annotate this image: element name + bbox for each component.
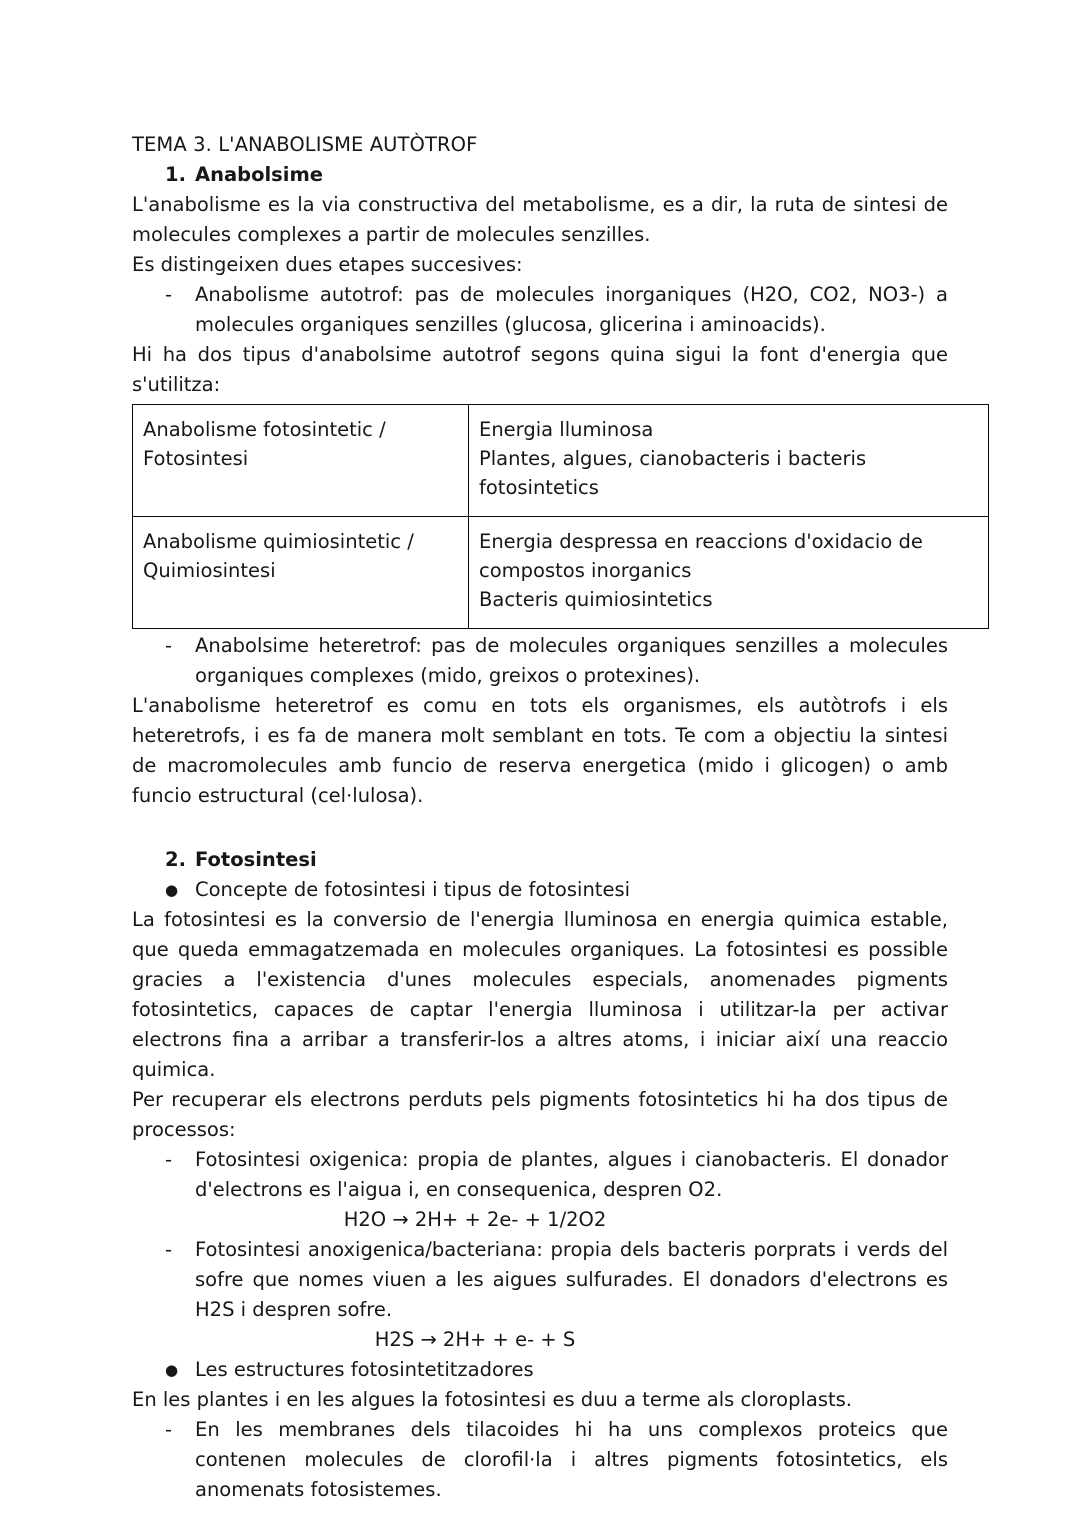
dash-marker: -: [165, 283, 173, 306]
table-row: [133, 517, 989, 629]
section-heading-2: [132, 845, 948, 875]
table-cell-line: fotosintetics: [479, 476, 599, 499]
dash-marker: -: [165, 634, 173, 657]
anabolisme-types-table: [132, 404, 989, 629]
table-cell-type: [133, 405, 469, 517]
bullet-item-concepte: [132, 875, 948, 905]
list-item-fotosintesi-oxigenica: [132, 1145, 948, 1205]
table-cell-line: Plantes, algues, cianobacteris i bacteris: [479, 447, 867, 470]
list-item-anabolsime-heteretrof: [132, 631, 948, 691]
equation-oxigenica: H2O → 2H+ + 2e- + 1/2O2: [343, 1208, 607, 1231]
document-body: [132, 130, 948, 1505]
table-cell-description: [469, 517, 989, 629]
list-item-text: Fotosintesi oxigenica: propia de plantes, algues i cianobacteris. El donador d'electrons es l'aigua i, en consequenica, despren O2.: [195, 1148, 948, 1201]
section-heading-1: [132, 160, 948, 190]
dash-marker: -: [165, 1148, 173, 1171]
table-cell-line: Bacteris quimiosintetics: [479, 588, 713, 611]
dash-marker: -: [165, 1238, 173, 1261]
equation-anoxigenica: H2S → 2H+ + e- + S: [374, 1328, 576, 1351]
document-title: TEMA 3. L'ANABOLISME AUTÒTROF: [132, 133, 478, 156]
section-title-1: Anabolsime: [195, 163, 324, 186]
table-cell-line: Energia despressa en reaccions d'oxidacio de: [479, 530, 923, 553]
table-cell-line: compostos inorganics: [479, 559, 692, 582]
table-cell-description: [469, 405, 989, 517]
section-title-2: Fotosintesi: [195, 848, 317, 871]
table-cell-type: [133, 517, 469, 629]
list-item-text: Anabolsime heteretrof: pas de molecules organiques senzilles a molecules organiques complexes (mido, greixos o protexines).: [195, 634, 948, 687]
table-cell-line: Anabolisme fotosintetic /: [143, 418, 386, 441]
section1-paragraph-2: Es distingeixen dues etapes succesives:: [132, 253, 523, 276]
table-cell-line: Energia lluminosa: [479, 418, 654, 441]
table-cell-line: Fotosintesi: [143, 447, 249, 470]
section2-paragraph-1: La fotosintesi es la conversio de l'energia lluminosa en energia quimica estable, que queda emmagatzemada en molecules organiques. La fotosintesi es possible gracies a l'existencia d'unes molecules especials, anomenades pigments fotosintetics, capaces de captar l'energia lluminosa i utilitzar-la per activar electrons fina a arribar a transferir-los a altres atoms, i iniciar així una reaccio quimica.: [132, 908, 948, 1081]
dash-marker: -: [165, 1418, 173, 1441]
bullet-item-text: Concepte de fotosintesi i tipus de fotosintesi: [195, 878, 631, 901]
section1-paragraph-3: Hi ha dos tipus d'anabolsime autotrof segons quina sigui la font d'energia que s'utilitza:: [132, 343, 948, 396]
list-item-fotosintesi-anoxigenica: [132, 1235, 948, 1325]
table-cell-line: Anabolisme quimiosintetic /: [143, 530, 414, 553]
table-cell-line: Quimiosintesi: [143, 559, 276, 582]
list-item-text: Anabolisme autotrof: pas de molecules inorganiques (H2O, CO2, NO3-) a molecules organiques senzilles (glucosa, glicerina i aminoacids).: [195, 283, 948, 336]
section1-paragraph-4: L'anabolisme heteretrof es comu en tots els organismes, els autòtrofs i els heteretrofs, i es fa de manera molt semblant en tots. Te com a objectiu la sintesi de macromolecules amb funcio de reserva energetica (mido i glicogen) o amb funcio estructural (cel·lulosa).: [132, 694, 948, 807]
section-number-1: 1.: [165, 163, 186, 186]
bullet-marker: ●: [165, 881, 179, 899]
section-spacer: [132, 811, 948, 845]
section1-paragraph-1: L'anabolisme es la via constructiva del metabolisme, es a dir, la ruta de sintesi de molecules complexes a partir de molecules senzilles.: [132, 193, 948, 246]
bullet-item-estructures: [132, 1355, 948, 1385]
list-item-text: Fotosintesi anoxigenica/bacteriana: propia dels bacteris porprats i verds del sofre que nomes viuen a les aigues sulfurades. El donadors d'electrons es H2S i despren sofre.: [195, 1238, 948, 1321]
section2-paragraph-2: Per recuperar els electrons perduts pels pigments fotosintetics hi ha dos tipus de processos:: [132, 1088, 948, 1141]
list-item-tilacoides: [132, 1415, 948, 1505]
bullet-item-text: Les estructures fotosintetitzadores: [195, 1358, 534, 1381]
list-item-anabolisme-autotrof: [132, 280, 948, 340]
section2-paragraph-3: En les plantes i en les algues la fotosintesi es duu a terme als cloroplasts.: [132, 1388, 852, 1411]
table-row: [133, 405, 989, 517]
bullet-marker: ●: [165, 1361, 179, 1379]
list-item-text: En les membranes dels tilacoides hi ha uns complexos proteics que contenen molecules de clorofil·la i altres pigments fotosintetics, els anomenats fotosistemes.: [195, 1418, 948, 1501]
section-number-2: 2.: [165, 848, 186, 871]
